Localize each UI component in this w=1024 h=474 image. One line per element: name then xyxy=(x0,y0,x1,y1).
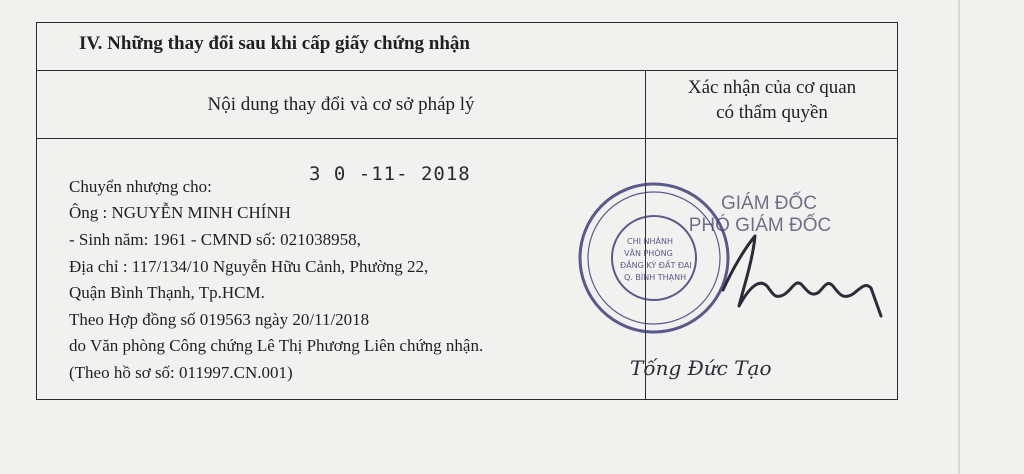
header-divider xyxy=(37,138,897,139)
seal-inner-line2: VĂN PHÒNG xyxy=(624,249,673,258)
seal-inner-line1: CHI NHÁNH xyxy=(627,237,673,246)
approval-header-line2: có thẩm quyền xyxy=(716,102,828,123)
file-ref: (Theo hồ sơ số: 011997.CN.001) xyxy=(69,363,293,382)
seal-inner-line4: Q. BÌNH THẠNH xyxy=(624,273,687,282)
approver-title-line1: GIÁM ĐỐC xyxy=(720,193,818,214)
recipient-name: Ông : NGUYỄN MINH CHÍNH xyxy=(69,203,291,222)
content-column-header: Nội dung thay đổi và cơ sở pháp lý xyxy=(207,93,475,115)
signer-name: Tống Đức Tạo xyxy=(630,356,772,380)
contract-ref: Theo Hợp đồng số 019563 ngày 20/11/2018 xyxy=(69,310,370,329)
section-title: IV. Những thay đổi sau khi cấp giấy chứng nhận xyxy=(37,23,897,71)
recipient-address-2: Quận Bình Thạnh, Tp.HCM. xyxy=(69,283,265,302)
official-seal-icon xyxy=(574,178,734,338)
notary-ref: do Văn phòng Công chứng Lê Thị Phương Liên chứng nhận. xyxy=(69,336,484,355)
recipient-address-1: Địa chỉ : 117/134/10 Nguyễn Hữu Cảnh, Phường 22, xyxy=(69,257,429,276)
approval-header-line1: Xác nhận của cơ quan xyxy=(687,77,857,98)
signature-mark xyxy=(715,228,885,328)
approval-column-header xyxy=(647,75,897,137)
page-edge xyxy=(958,0,960,474)
recipient-birth-id: - Sinh năm: 1961 - CMND số: 021038958, xyxy=(69,230,361,249)
date-stamp: 3 0 -11- 2018 xyxy=(309,163,471,185)
approver-title-line2: PHÓ GIÁM ĐỐC xyxy=(688,215,832,236)
seal-inner-line3: ĐĂNG KÝ ĐẤT ĐAI xyxy=(620,261,692,270)
transfer-label: Chuyển nhượng cho: xyxy=(69,177,212,196)
